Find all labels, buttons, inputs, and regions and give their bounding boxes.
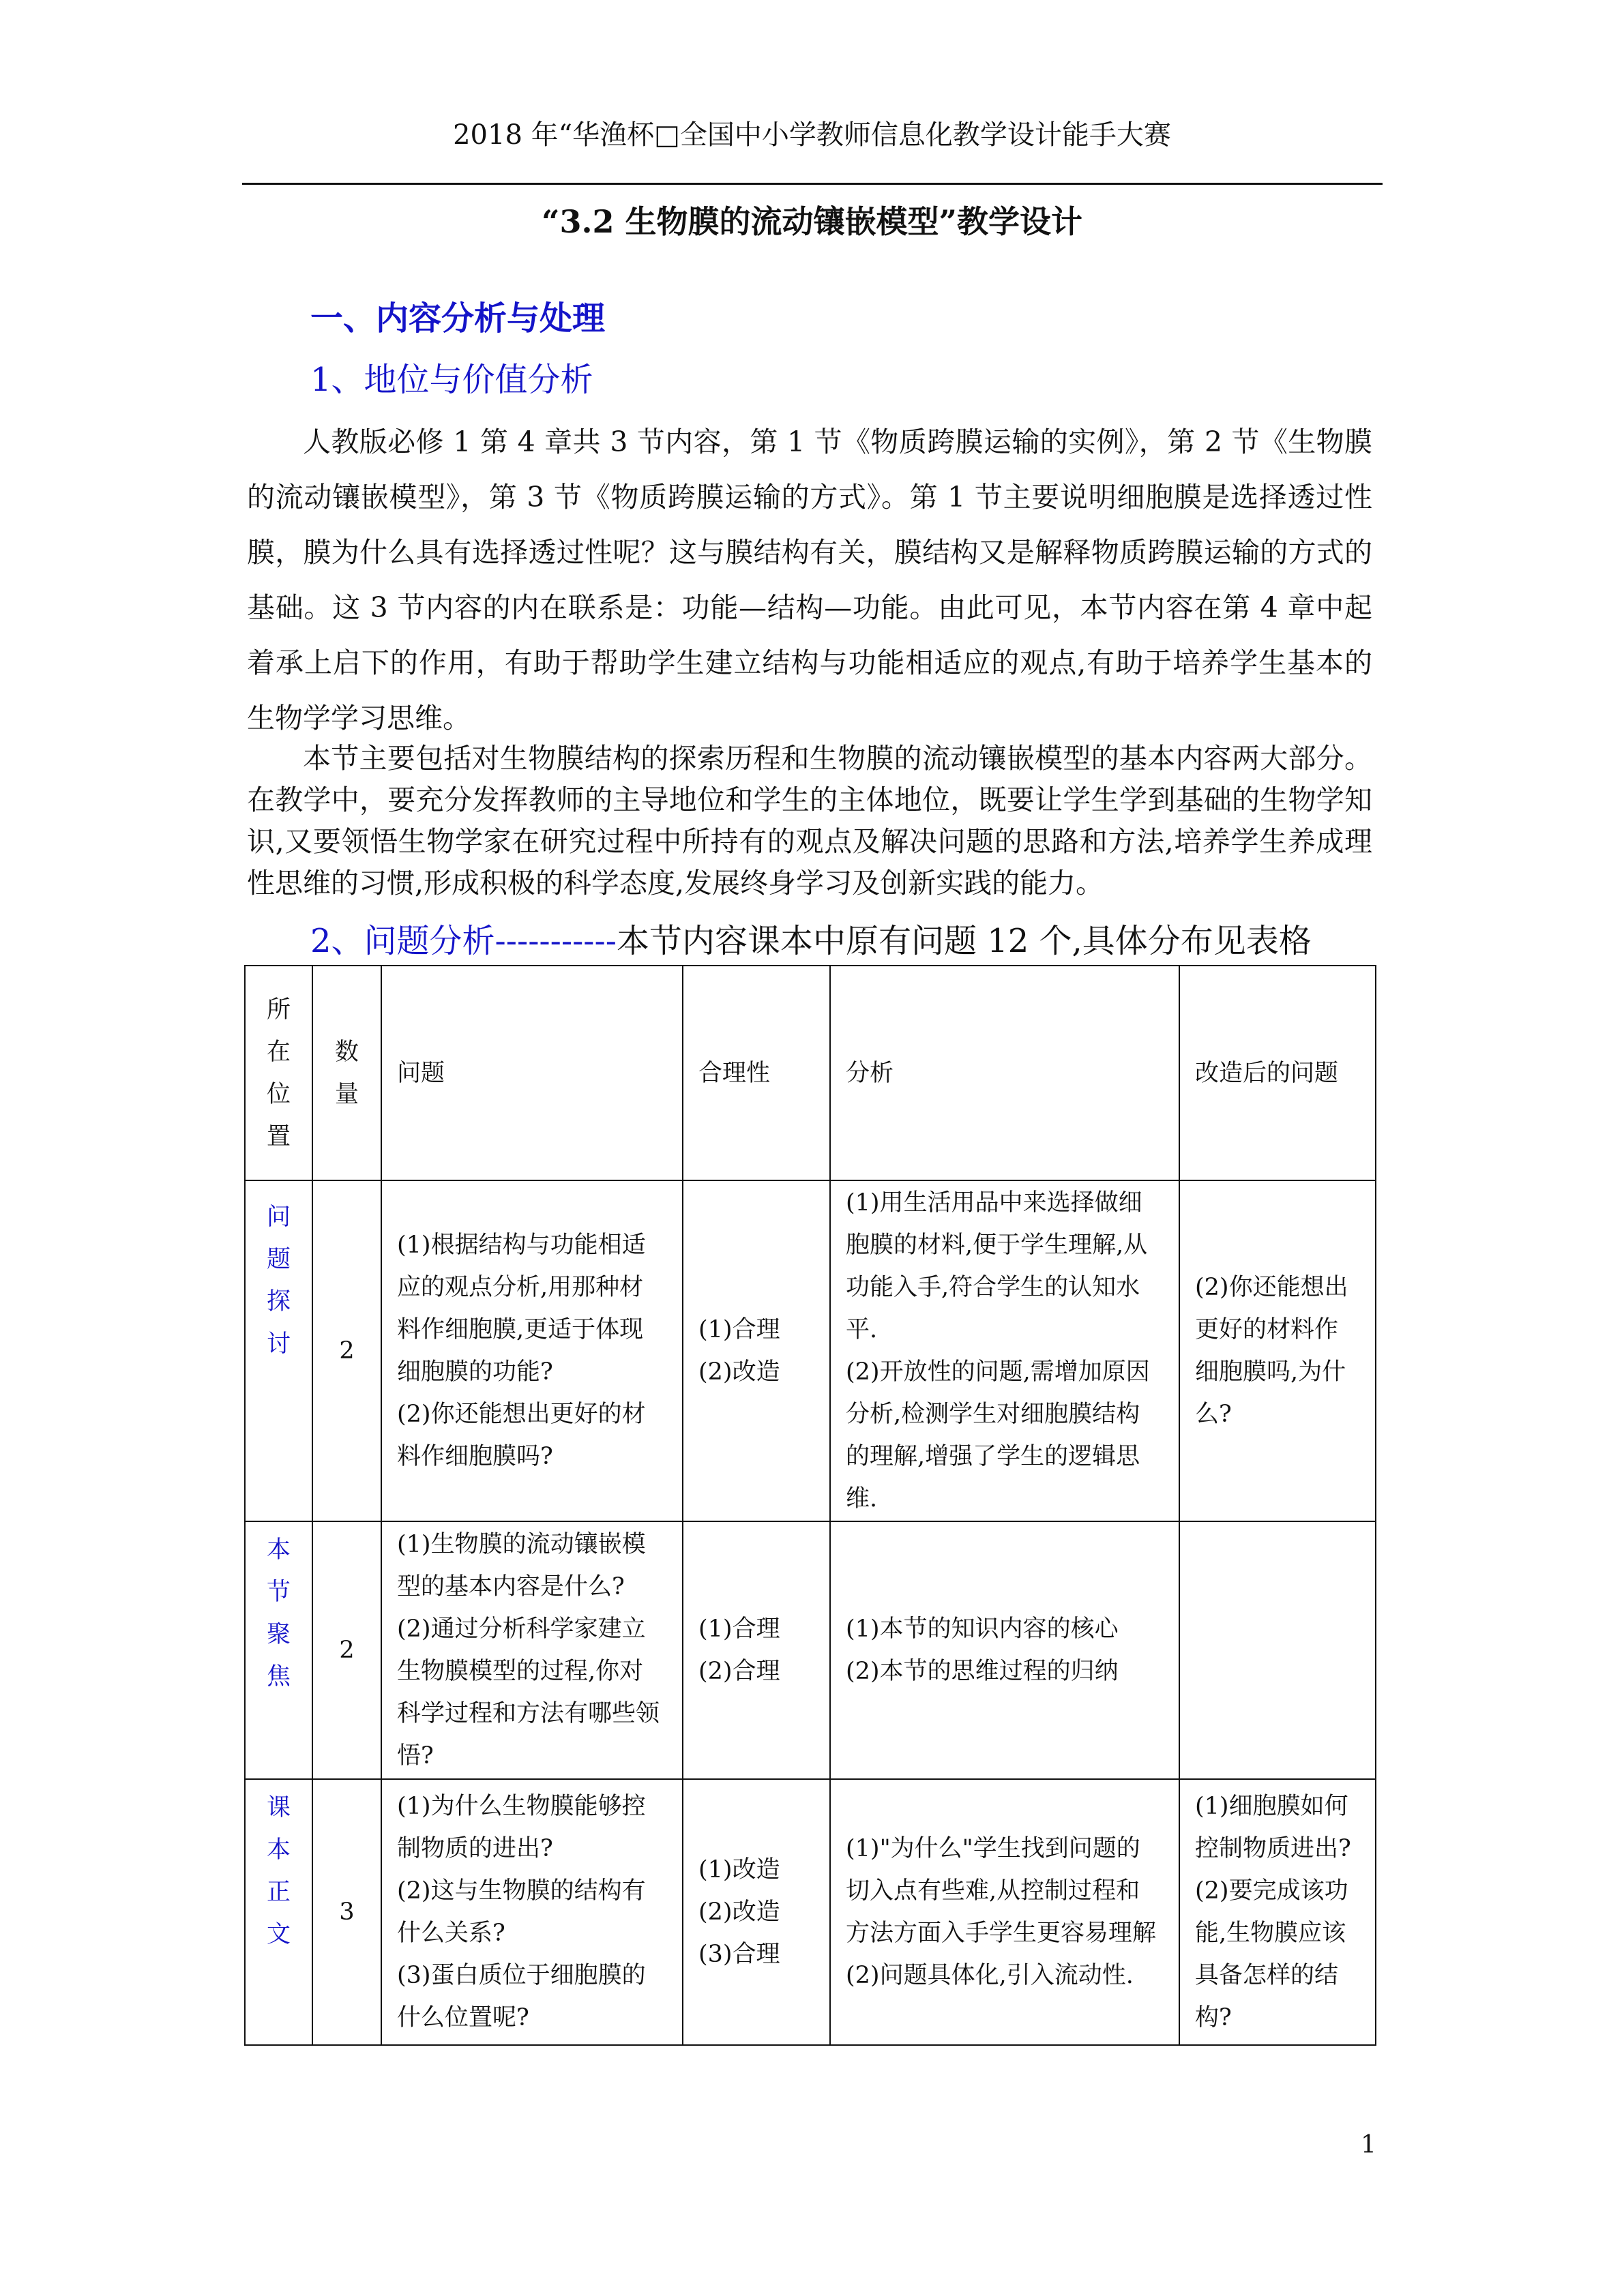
subheading-position-value: 1、地位与价值分析 — [310, 361, 593, 399]
table-row — [245, 1521, 1376, 1779]
row-question: (1)生物膜的流动镶嵌模 型的基本内容是什么? (2)通过分析科学家建立 生物膜模型的过程,你对 科学过程和方法有哪些领 悟? — [381, 1521, 683, 1779]
paragraph-position-value: 人教版必修 1 第 4 章共 3 节内容，第 1 节《物质跨膜运输的实例》，第 2 节《生物膜的流动镶嵌模型》，第 3 节《物质跨膜运输的方式》。第 1 节主要说明细胞膜是选择透过性膜，膜为什么具有选择透过性呢？这与膜结构有关，膜结构又是解释物质跨膜运输的方式的基础。这 3 节内容的内在联系是：功能—结构—功能。由此可见，本节内容在第 4 章中起着承上启下的作用，有助于帮助学生建立结构与功能相适应的观点,有助于培养学生基本的生物学学习思维。 — [247, 426, 1372, 734]
header-revised: 改造后的问题 — [1179, 966, 1376, 1180]
row-question: (1)根据结构与功能相适 应的观点分析,用那种材 料作细胞膜,更适于体现 细胞膜的功能? (2)你还能想出更好的材 料作细胞膜吗? — [381, 1180, 683, 1521]
row-count: 3 — [312, 1779, 381, 2045]
row-revised: (2)你还能想出 更好的材料作 细胞膜吗,为什 么? — [1179, 1180, 1376, 1521]
row-reasonable: (1)合理 (2)合理 — [683, 1521, 830, 1779]
section-heading-content-analysis: 一、内容分析与处理 — [310, 299, 606, 338]
subheading-question-analysis — [310, 917, 1312, 965]
paragraph-section-overview: 本节主要包括对生物膜结构的探索历程和生物膜的流动镶嵌模型的基本内容两大部分。在教学中，要充分发挥教师的主导地位和学生的主体地位，既要让学生学到基础的生物学知识,又要领悟生物学家在研究过程中所持有的观点及解决问题的思路和方法,培养学生养成理性思维的习惯,形成积极的科学态度,发展终身学习及创新实践的能力。 — [247, 742, 1372, 899]
header-divider — [242, 183, 1383, 185]
row-analysis: (1)本节的知识内容的核心 (2)本节的思维过程的归纳 — [830, 1521, 1179, 1779]
page-number: 1 — [1361, 2131, 1376, 2159]
row-revised — [1179, 1521, 1376, 1779]
row-position: 问 题 探 讨 — [245, 1180, 312, 1521]
subheading-question-analysis-note: 本节内容课本中原有问题 12 个,具体分布见表格 — [616, 922, 1312, 960]
row-count: 2 — [312, 1521, 381, 1779]
header-question: 问题 — [381, 966, 683, 1180]
contest-header: 2018 年“华渔杯□全国中小学教师信息化教学设计能手大赛 — [453, 119, 1171, 151]
row-reasonable: (1)改造 (2)改造 (3)合理 — [683, 1779, 830, 2045]
row-analysis: (1)用生活用品中来选择做细 胞膜的材料,便于学生理解,从 功能入手,符合学生的认知水 平. (2)开放性的问题,需增加原因 分析,检测学生对细胞膜结构 的理解,增强了学生的逻辑思 维. — [830, 1180, 1179, 1521]
row-revised: (1)细胞膜如何 控制物质进出? (2)要完成该功 能,生物膜应该 具备怎样的结 构? — [1179, 1779, 1376, 2045]
row-reasonable: (1)合理 (2)改造 — [683, 1180, 830, 1521]
row-analysis: (1)"为什么"学生找到问题的 切入点有些难,从控制过程和 方法方面入手学生更容易理解 (2)问题具体化,引入流动性. — [830, 1779, 1179, 2045]
table-row — [245, 1779, 1376, 2045]
subheading-question-analysis-label: 2、问题分析----------- — [310, 922, 617, 960]
header-position: 所 在 位 置 — [245, 966, 312, 1180]
header-reasonable: 合理性 — [683, 966, 830, 1180]
row-position: 本 节 聚 焦 — [245, 1521, 312, 1779]
table-row — [245, 1180, 1376, 1521]
row-count: 2 — [312, 1180, 381, 1521]
header-analysis: 分析 — [830, 966, 1179, 1180]
table-header-row — [245, 966, 1376, 1180]
document-title: “3.2 生物膜的流动镶嵌模型”教学设计 — [542, 203, 1082, 240]
row-question: (1)为什么生物膜能够控 制物质的进出? (2)这与生物膜的结构有 什么关系? (3)蛋白质位于细胞膜的 什么位置呢? — [381, 1779, 683, 2045]
header-count: 数 量 — [312, 966, 381, 1180]
row-position: 课 本 正 文 — [245, 1779, 312, 2045]
question-analysis-table — [244, 965, 1376, 2046]
